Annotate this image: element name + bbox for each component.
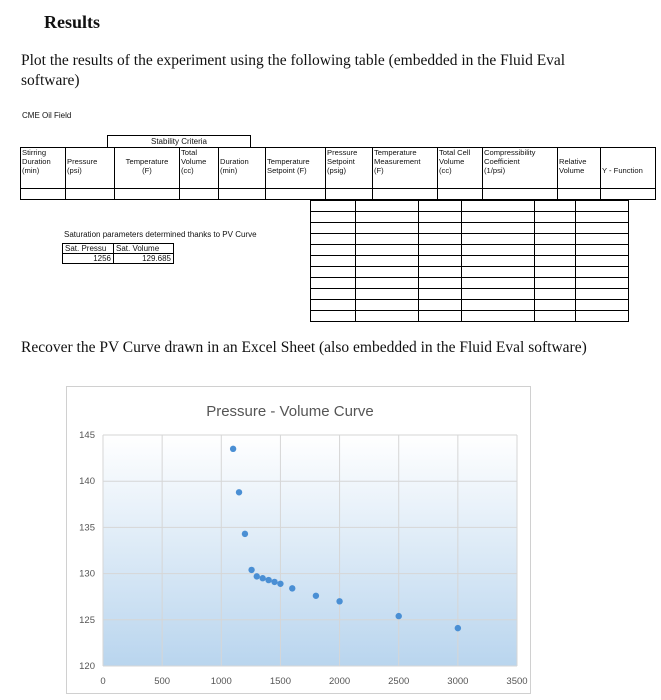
grid-cell: [462, 278, 535, 289]
table-cell: [266, 189, 326, 200]
x-tick-label: 1500: [269, 676, 291, 687]
grid-cell: [419, 245, 462, 256]
grid-cell: [535, 223, 576, 234]
grid-cell: [535, 267, 576, 278]
grid-cell: [462, 267, 535, 278]
grid-cell: [356, 256, 419, 267]
saturation-title: Saturation parameters determined thanks to PV Curve: [64, 230, 257, 239]
table-cell: [601, 189, 656, 200]
data-point: [236, 489, 242, 495]
y-tick-label: 125: [79, 614, 95, 626]
grid-cell: [311, 311, 356, 322]
grid-cell: [576, 311, 629, 322]
grid-cell: [419, 289, 462, 300]
grid-cell: [419, 267, 462, 278]
table-cell: [219, 189, 266, 200]
grid-cell: [462, 300, 535, 311]
experiment-table: [20, 147, 656, 200]
data-point: [230, 446, 236, 452]
grid-cell: [356, 201, 419, 212]
x-tick-label: 2000: [329, 676, 351, 687]
grid-cell: [356, 300, 419, 311]
table-header-line: Pressure: [327, 148, 358, 157]
table-header-line: Measurement: [374, 157, 421, 166]
stability-criteria-header: Stability Criteria: [107, 135, 251, 147]
grid-cell: [576, 300, 629, 311]
data-point: [265, 577, 271, 583]
table-header-line: (1/psi): [484, 166, 506, 175]
grid-cell: [576, 234, 629, 245]
y-tick-label: 145: [79, 430, 95, 441]
y-tick-label: 130: [79, 568, 95, 580]
data-point: [259, 575, 265, 581]
grid-cell: [311, 212, 356, 223]
table-header-line: Stirring: [22, 148, 47, 157]
table-header-cell: [266, 148, 326, 189]
table-header-line: Compressibility: [484, 148, 536, 157]
grid-cell: [356, 245, 419, 256]
grid-cell: [356, 267, 419, 278]
table-header-line: Volume: [439, 157, 465, 166]
grid-cell: [311, 234, 356, 245]
table-header-line: [220, 148, 264, 157]
table-header-line: (min): [220, 166, 238, 175]
y-tick-label: 140: [79, 476, 95, 488]
grid-cell: [462, 289, 535, 300]
grid-cell: [576, 201, 629, 212]
intro-paragraph: Plot the results of the experiment using the following table (embedded in the Fluid Eval software): [21, 52, 566, 89]
table-cell: [483, 189, 558, 200]
table-header-cell: [219, 148, 266, 189]
data-point: [277, 581, 283, 587]
x-tick-label: 1000: [210, 676, 232, 687]
table-header-cell: [326, 148, 373, 189]
grid-cell: [576, 256, 629, 267]
table-header-cell: [601, 148, 656, 189]
grid-cell: [535, 234, 576, 245]
grid-cell: [576, 212, 629, 223]
data-point: [271, 579, 277, 585]
grid-cell: [311, 256, 356, 267]
grid-cell: [356, 278, 419, 289]
data-point: [396, 613, 402, 619]
table-header-cell: [180, 148, 219, 189]
table-header-line: [116, 148, 178, 157]
grid-cell: [419, 311, 462, 322]
grid-cell: [462, 311, 535, 322]
table-header-line: (cc): [439, 166, 452, 175]
table-header-line: Duration: [220, 157, 249, 166]
table-cell: [373, 189, 438, 200]
table-header-line: Total Cell: [439, 148, 471, 157]
table-header-line: Setpoint: [327, 157, 355, 166]
grid-cell: [576, 245, 629, 256]
data-point: [248, 567, 254, 573]
chart-title: Pressure - Volume Curve: [206, 403, 374, 420]
table-header-line: (F): [142, 166, 152, 175]
table-cell: [438, 189, 483, 200]
grid-cell: [356, 311, 419, 322]
data-point: [313, 593, 319, 599]
table-header-line: Temperature: [374, 148, 417, 157]
grid-cell: [419, 234, 462, 245]
table-header-line: Total: [181, 148, 198, 157]
grid-cell: [462, 201, 535, 212]
table-header-line: (psig): [327, 166, 346, 175]
grid-cell: [535, 212, 576, 223]
x-tick-label: 2500: [388, 676, 410, 687]
sat-pressure-value: 1256: [63, 254, 114, 264]
x-tick-label: 500: [154, 676, 171, 687]
sat-volume-header: Sat. Volume: [114, 244, 174, 254]
table-header-line: Temperature: [267, 157, 310, 166]
grid-cell: [462, 256, 535, 267]
grid-cell: [419, 223, 462, 234]
table-header-line: Relative: [559, 157, 587, 166]
grid-cell: [576, 278, 629, 289]
grid-cell: [576, 289, 629, 300]
grid-cell: [356, 212, 419, 223]
table-header-line: (psi): [67, 166, 82, 175]
data-point: [455, 625, 461, 631]
grid-cell: [356, 289, 419, 300]
table-header-line: (F): [374, 166, 384, 175]
field-label: CME Oil Field: [22, 111, 72, 120]
grid-cell: [419, 278, 462, 289]
table-header-line: [67, 148, 113, 157]
grid-cell: [535, 278, 576, 289]
table-header-line: Coefficient: [484, 157, 520, 166]
grid-cell: [576, 223, 629, 234]
table-header-line: [267, 148, 324, 157]
table-header-cell: [438, 148, 483, 189]
table-header-line: (min): [22, 166, 40, 175]
x-tick-label: 0: [100, 676, 106, 687]
table-header-line: Duration: [22, 157, 51, 166]
table-header-cell: [115, 148, 180, 189]
table-cell: [115, 189, 180, 200]
grid-cell: [311, 201, 356, 212]
grid-cell: [535, 311, 576, 322]
grid-cell: [462, 212, 535, 223]
table-cell: [326, 189, 373, 200]
plot-area: [103, 435, 517, 666]
grid-cell: [311, 278, 356, 289]
table-header-cell: [66, 148, 115, 189]
grid-cell: [535, 245, 576, 256]
grid-cell: [311, 289, 356, 300]
grid-cell: [419, 300, 462, 311]
grid-cell: [535, 256, 576, 267]
pv-chart: [66, 386, 531, 694]
grid-cell: [462, 223, 535, 234]
data-point: [336, 598, 342, 604]
pv-curve-paragraph: Recover the PV Curve drawn in an Excel Sheet (also embedded in the Fluid Eval software): [21, 339, 587, 356]
table-header-line: [559, 148, 599, 157]
grid-cell: [419, 212, 462, 223]
grid-cell: [576, 267, 629, 278]
data-point: [242, 531, 248, 537]
x-tick-label: 3500: [506, 676, 528, 687]
grid-cell: [311, 245, 356, 256]
saturation-table: [62, 243, 174, 264]
grid-cell: [311, 267, 356, 278]
grid-cell: [535, 300, 576, 311]
grid-cell: [419, 256, 462, 267]
grid-cell: [462, 234, 535, 245]
table-header-line: Volume: [559, 166, 585, 175]
y-tick-label: 120: [79, 661, 95, 672]
grid-cell: [462, 245, 535, 256]
grid-cell: [311, 300, 356, 311]
table-header-line: Y - Function: [602, 166, 643, 175]
table-header-line: Setpoint (F): [267, 166, 307, 175]
grid-cell: [311, 223, 356, 234]
x-tick-label: 3000: [447, 676, 469, 687]
grid-cell: [535, 289, 576, 300]
data-point: [289, 585, 295, 591]
table-header-cell: [21, 148, 66, 189]
grid-cell: [535, 201, 576, 212]
table-header-line: [602, 148, 654, 157]
table-header-line: [602, 157, 654, 166]
sat-pressure-header: Sat. Pressu: [63, 244, 114, 254]
results-heading: Results: [44, 12, 101, 32]
table-header-cell: [373, 148, 438, 189]
table-header-cell: [483, 148, 558, 189]
table-cell: [180, 189, 219, 200]
table-header-cell: [558, 148, 601, 189]
table-cell: [66, 189, 115, 200]
pv-chart-svg: [67, 387, 532, 695]
table-header-line: Volume: [181, 157, 207, 166]
table-cell: [558, 189, 601, 200]
grid-cell: [356, 234, 419, 245]
sat-volume-value: 129.685: [114, 254, 174, 264]
table-header-line: Temperature: [125, 157, 169, 166]
y-tick-label: 135: [79, 522, 95, 534]
table-header-line: (cc): [181, 166, 194, 175]
grid-cell: [419, 201, 462, 212]
results-grid: [310, 200, 629, 322]
table-cell: [21, 189, 66, 200]
table-header-line: Pressure: [67, 157, 98, 166]
grid-cell: [356, 223, 419, 234]
data-point: [254, 573, 260, 579]
